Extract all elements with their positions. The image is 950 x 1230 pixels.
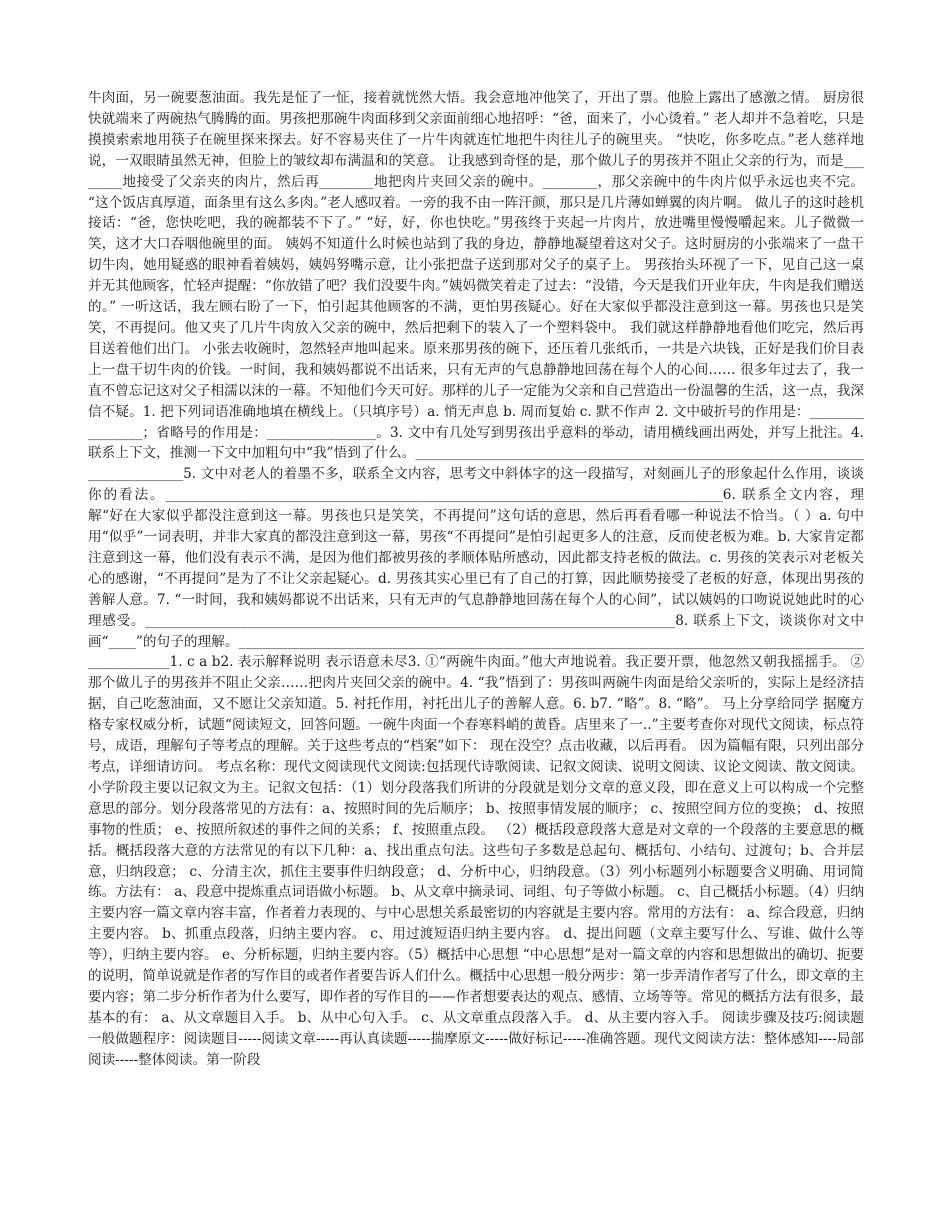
document-body-text xyxy=(88,88,864,1071)
questions-text: 1. 把下列词语准确地填在横线上。（只填序号）a. 悄无声息 b. 周而复始 c. 默不作声 2. 文中破折号的作用是：________________；省略号的作用是：________________。3. 文中有几处写到男孩出乎意料的举动，请用横线画出两处，并写上批注。4. 联系上下文，推测一下文中加粗句中“我”悟到了什么。________________________________________________________________________________5. 文中对老人的着墨不多，联系全文内容，思考文中斜体字的这一段描写，对刻画儿子的形象起什么作用，谈谈你的看法。__________________________________________________________________________________6. 联系全文内容，理解“好在大家似乎都没注意到这一幕。男孩也只是笑笑，不再提问”这句话的意思，然后再看看哪一种说法不恰当。（ ）a. 句中用“似乎”一词表明，并非大家真的都没注意到这一幕，男孩“不再提问”是怕引起更多人的注意，反而使老板为难。b. 大家肯定都注意到这一幕，他们没有表示不满，是因为他们都被男孩的孝顺体贴所感动，因此都支持老板的做法。c. 男孩的笑表示对老板关心的感谢，“不再提问”是为了不让父亲起疑心。d. 男孩其实心里已有了自己的打算，因此顺势接受了老板的好意，体现出男孩的善解人意。7. “一时间，我和姨妈都说不出话来，只有无声的气息静静地回荡在每个人的心间”，试以姨妈的口吻说说她此时的心理感受。______________________________________________________________________________8. 联系上下文，谈谈你对文中画“____”的句子的理解。________________________________________________________________________________________________________ xyxy=(88,403,864,671)
story-text: 牛肉面，另一碗要葱油面。我先是怔了一怔，接着就恍然大悟。我会意地冲他笑了，开出了票。他脸上露出了感激之情。 厨房很快就端来了两碗热气腾腾的面。男孩把那碗牛肉面移到父亲面前细心地招呼：“爸，面来了，小心烫着。” 老人却并不急着吃，只是摸摸索索地用筷子在碗里探来探去。好不容易夹住了一片牛肉就连忙地把牛肉往儿子的碗里夹。 “快吃，你多吃点。”老人慈祥地说，一双眼睛虽然无神，但脸上的皱纹却布满温和的笑意。 让我感到奇怪的是，那个做儿子的男孩并不阻止父亲的行为，而是________地接受了父亲夹的肉片，然后再________地把肉片夹回父亲的碗中。________，那父亲碗中的牛肉片似乎永远也夹不完。 “这个饭店真厚道，面条里有这么多肉。”老人感叹着。一旁的我不由一阵汗颜，那只是几片薄如蝉翼的肉片啊。 做儿子的这时趁机接话：“爸，您快吃吧，我的碗都装不下了。” “好，好，你也快吃。”男孩终于夹起一片肉片，放进嘴里慢慢嚼起来。儿子微微一笑，这才大口吞咽他碗里的面。 姨妈不知道什么时候也站到了我的身边，静静地凝望着这对父子。这时厨房的小张端来了一盘干切牛肉，她用疑惑的眼神看着姨妈，姨妈努嘴示意，让小张把盘子送到那对父子的桌子上。 男孩抬头环视了一下，见自己这一桌并无其他顾客，忙轻声提醒：“你放错了吧？我们没要牛肉。”姨妈微笑着走了过去：“没错，今天是我们开业年庆，牛肉是我们赠送的。” 一听这话，我左顾右盼了一下，怕引起其他顾客的不满，更怕男孩疑心。好在大家似乎都没注意到这一幕。男孩也只是笑笑，不再提问。他又夹了几片牛肉放入父亲的碗中，然后把剩下的装入了一个塑料袋中。 我们就这样静静地看他们吃完，然后再目送着他们出门。 小张去收碗时，忽然轻声地叫起来。原来那男孩的碗下，还压着几张纸币，一共是六块钱，正好是我们价目表上一盘干切牛肉的价钱。一时间，我和姨妈都说不出话来，只有无声的气息静静地回荡在每个人的心间…… 很多年过去了，我一直不曾忘记这对父子相濡以沫的一幕。不知他们今天可好。那样的儿子一定能为父亲和自己营造出一份温馨的生活，这一点，我深信不疑。 xyxy=(88,90,864,420)
answers-and-notes-text: 1. c a b2. 表示解释说明 表示语意未尽3. ①“两碗牛肉面。”他大声地说着。我正要开票，他忽然又朝我摇摇手。 ②那个做儿子的男孩并不阻止父亲……把肉片夹回父亲的碗中。4. “我”悟到了：男孩叫两碗牛肉面是给父亲听的，实际上是经济拮据，自己吃葱油面，又不愿让父亲知道。5. 衬托作用，衬托出儿子的善解人意。6. b7. “略”。8. “略”。 马上分享给同学 据魔方格专家权威分析，试题“阅读短文，回答问题。一碗牛肉面一个春寒料峭的黄昏。店里来了一..”主要考查你对现代文阅读，标点符号，成语，理解句子等考点的理解。关于这些考点的“档案”如下： 现在没空？点击收藏，以后再看。 因为篇幅有限，只列出部分考点，详细请访问。 考点名称：现代文阅读现代文阅读:包括现代诗歌阅读、记叙文阅读、说明文阅读、议论文阅读、散文阅读。小学阶段主要以记叙文为主。记叙文包括：（1）划分段落我们所讲的分段就是划分文章的意义段，即在意义上可以构成一个完整意思的部分。划分段落常见的方法有：a、按照时间的先后顺序； b、按照事情发展的顺序； c、按照空间方位的变换； d、按照事物的性质； e、按照所叙述的事件之间的关系； f、按照重点段。 （2）概括段意段落大意是对文章的一个段落的主要意思的概括。概括段落大意的方法常见的有以下几种：a、找出重点句法。这些句子多数是总起句、概括句、小结句、过渡句；b、合并层意，归纳段意； c、分清主次，抓住主要事件归纳段意； d、分析中心，归纳段意。（3）列小标题列小标题要含义明确、用词简练。方法有： a、段意中提炼重点词语做小标题。 b、从文章中摘录词、词组、句子等做小标题。 c、自己概括小标题。（4）归纳主要内容一篇文章内容丰富，作者着力表现的、与中心思想关系最密切的内容就是主要内容。常用的方法有： a、综合段意，归纳主要内容。 b、抓重点段落，归纳主要内容。 c、用过渡短语归纳主要内容。 d、提出问题（文章主要写什么、写谁、做什么等等），归纳主要内容。 e、分析标题，归纳主要内容。（5）概括中心思想 “中心思想”是对一篇文章的内容和思想做出的确切、扼要的说明，简单说就是作者的写作目的或者作者要告诉人们什么。概括中心思想一般分两步：第一步弄清作者写了什么，即文章的主要内容；第二步分析作者为什么要写，即作者的写作目的——作者想要表达的观点、感情、立场等等。常见的概括方法有很多，最基本的有： a、从文章题目入手。 b、从中心句入手。 c、从文章重点段落入手。 d、从主要内容入手。 阅读步骤及技巧:阅读题一般做题程序：阅读题目-----阅读文章-----再认真读题-----揣摩原文-----做好标记-----准确答题。现代文阅读方法：整体感知----局部阅读-----整体阅读。第一阶段 xyxy=(88,654,864,1068)
